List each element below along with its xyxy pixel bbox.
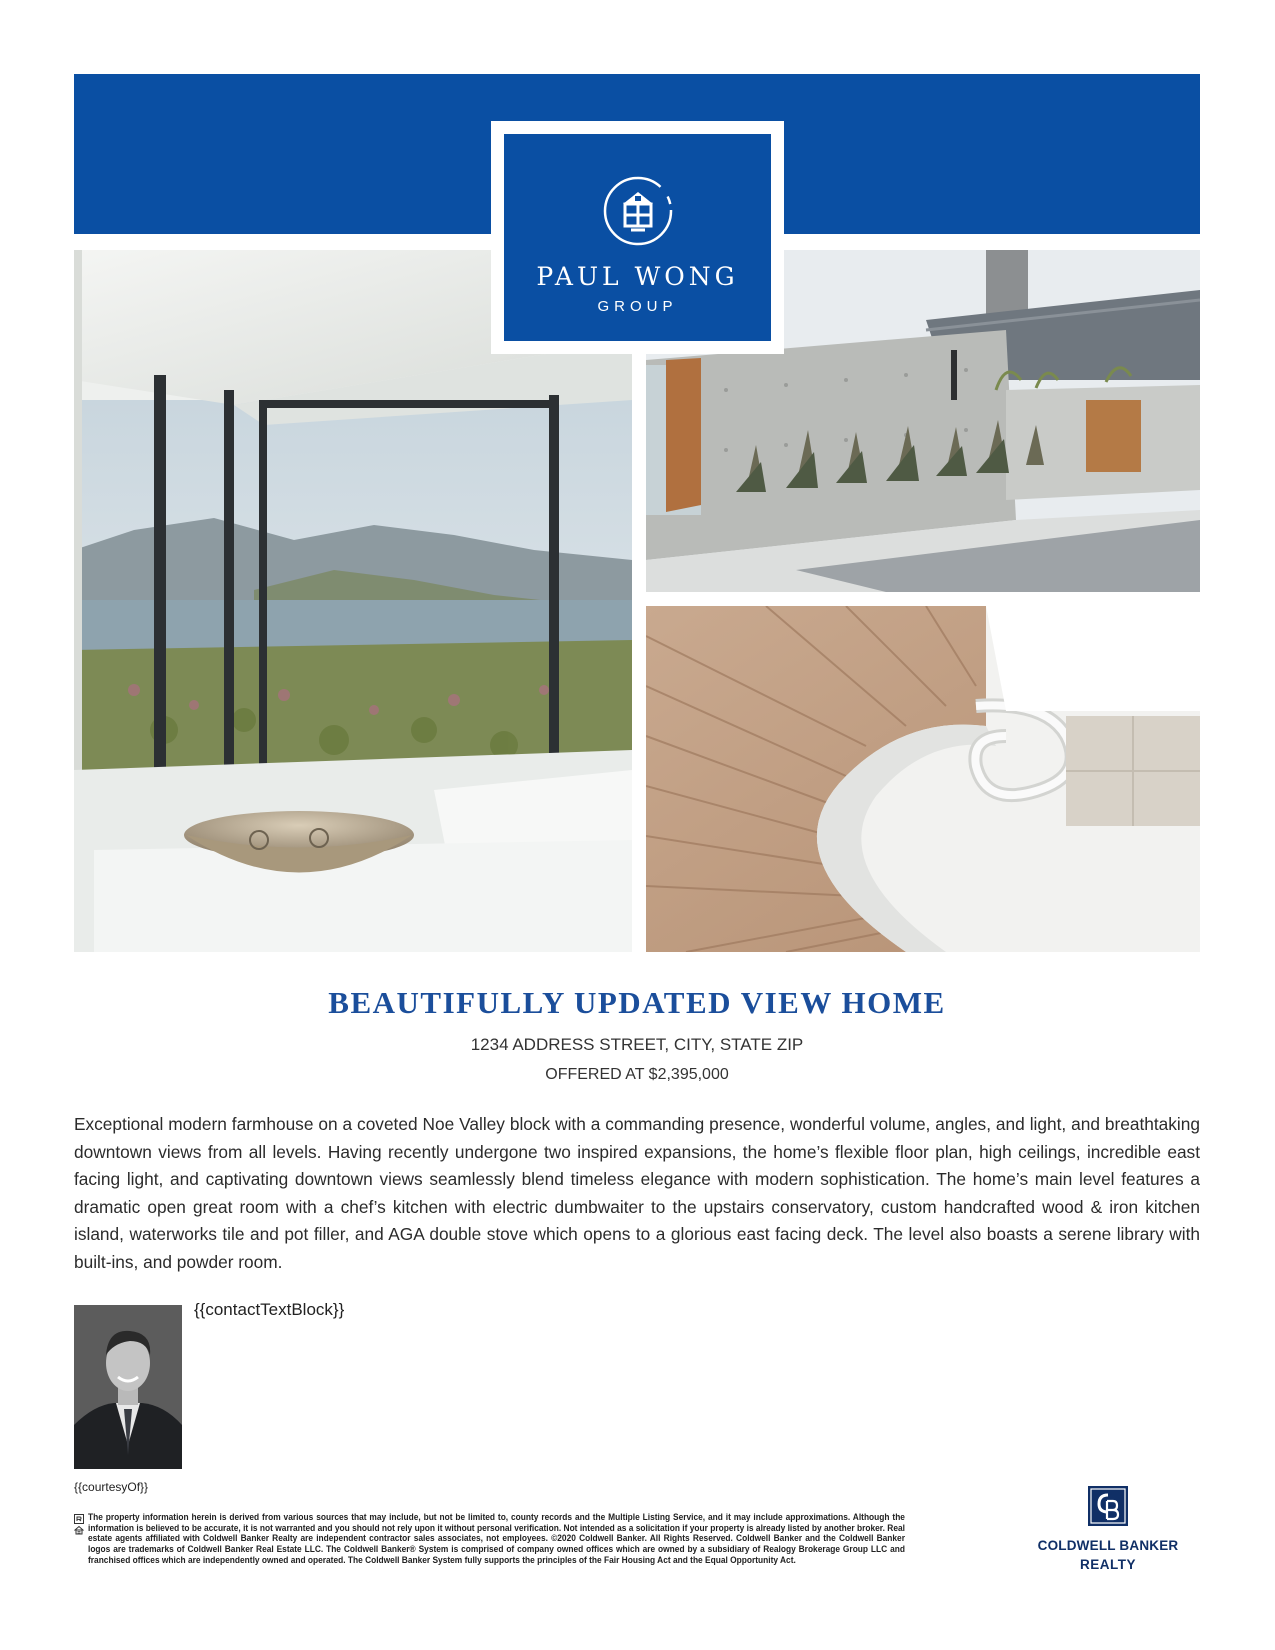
logo-group-name: PAUL WONG <box>536 262 739 291</box>
broker-name: COLDWELL BANKER <box>1037 1538 1179 1553</box>
realtor-icon <box>74 1514 84 1524</box>
courtesy-of: {{courtesyOf}} <box>74 1480 149 1494</box>
paul-wong-group-logo <box>504 134 771 341</box>
legal-disclaimer: The property information herein is derived from various sources that may include, but not be limited to, county records and the Multiple Listing Service, and it may include approximations. Although the information is believed to be accurate, it is not warranted and you should not rely upon it without personal verification. Not intended as a solicitation if your property is already listed by another broker. Real estate agents affiliated with Coldwell Banker Realty are independent contractor sales associates, not employees. ©2020 Coldwell Banker. All Rights Reserved. Coldwell Banker and the Coldwell Banker logos are trademarks of Coldwell Banker Real Estate LLC. The Coldwell Banker® System is comprised of company owned offices which are owned by a subsidiary of Realogy Brokerage Group LLC and franchised offices which are independently owned and operated. The Coldwell Banker System fully supports the principles of the Fair Housing Act and the Equal Opportunity Act. <box>88 1512 905 1565</box>
cb-monogram-icon <box>1088 1486 1128 1526</box>
contact-text-block: {{contactTextBlock}} <box>194 1300 345 1319</box>
legal-icons <box>74 1514 86 1535</box>
listing-title: BEAUTIFULLY UPDATED VIEW HOME <box>328 985 946 1020</box>
broker-sub: REALTY <box>1080 1557 1136 1572</box>
house-seal-icon <box>601 174 675 248</box>
equal-housing-icon <box>74 1525 84 1535</box>
listing-price: OFFERED AT $2,395,000 <box>545 1066 729 1083</box>
spiral-staircase-photo <box>646 606 1200 952</box>
listing-address: 1234 ADDRESS STREET, CITY, STATE ZIP <box>470 1035 804 1054</box>
logo-group-sub: GROUP <box>597 298 678 315</box>
living-room-lake-view-photo <box>74 250 632 952</box>
agent-photo <box>74 1305 182 1469</box>
coldwell-banker-logo <box>1035 1486 1205 1581</box>
listing-description: Exceptional modern farmhouse on a coveted Noe Valley block with a commanding presence, wonderful volume, angles, and light, and breathtaking downtown views from all levels. Having recently undergone two inspired expansions, the home’s flexible floor plan, high ceilings, incredible east facing light, and captivating downtown views seamlessly blend timeless elegance with modern sophistication. The home’s main level features a dramatic open great room with a chef’s kitchen with electric dumbwaiter to the upstairs conservatory, custom handcrafted wood & iron kitchen island, waterworks tile and pot filler, and AGA double stove which opens to a glorious east facing deck. The level also boasts a serene library with built-ins, and powder room. <box>74 1114 1200 1272</box>
